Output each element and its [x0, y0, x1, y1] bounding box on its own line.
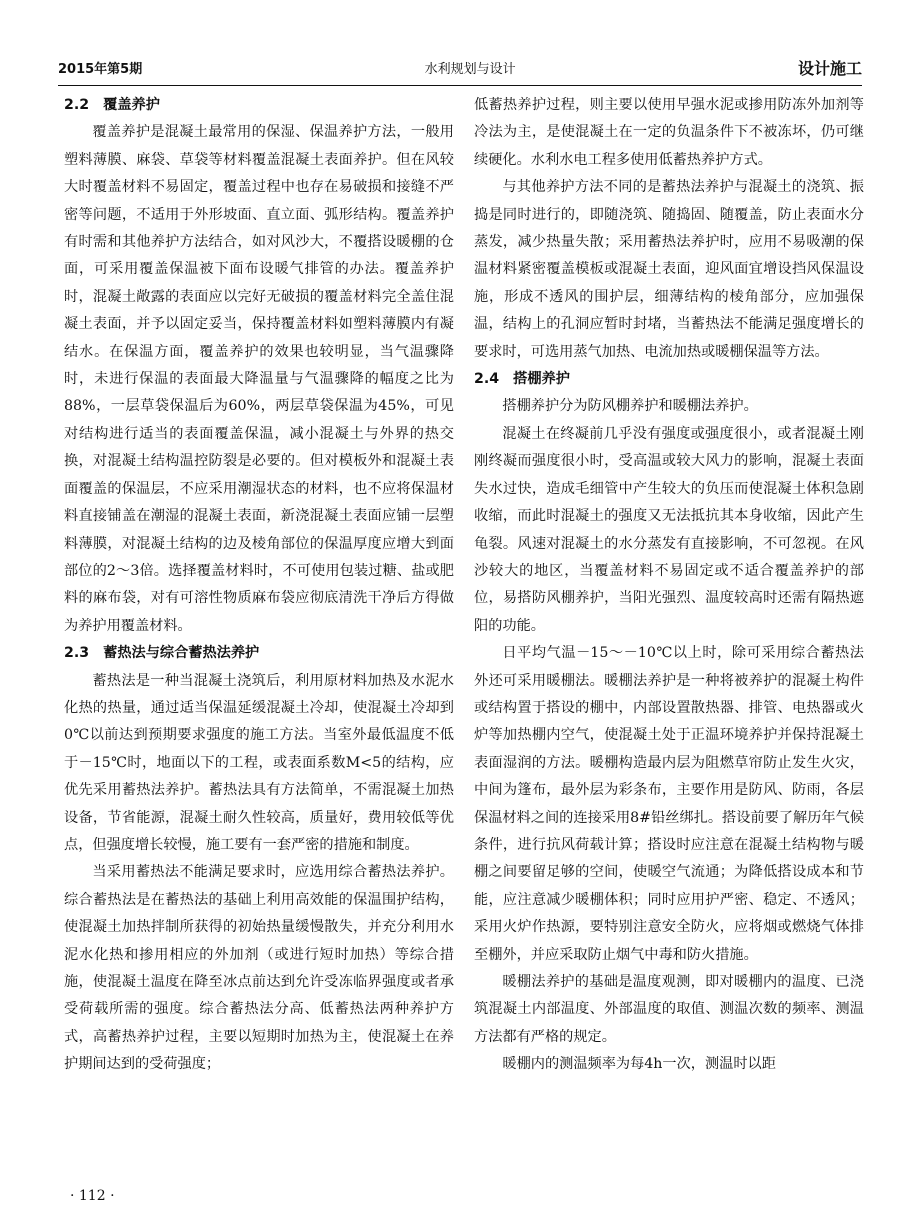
paragraph: 混凝土在终凝前几乎没有强度或强度很小，或者混凝土刚刚终凝而强度很小时，受高温或较大风力的影响，混凝土表面失水过快，造成毛细管中产生较大的负压而使混凝土体积急剧收缩，而此时混凝土的强度又无法抵抗其本身收缩，因此产生龟裂。风速对混凝土的水分蒸发有直接影响，不可忽视。在风沙较大的地区，当覆盖材料不易固定或不适合覆盖养护的部位，易搭防风棚养护，当阳光强烈、温度较高时还需有隔热遮阳的功能。 — [474, 425, 864, 634]
section-label: 设计施工 — [797, 58, 862, 78]
section-number: 2.3 — [64, 645, 90, 662]
journal-name: 水利规划与设计 — [424, 61, 516, 77]
left-column — [64, 92, 454, 1172]
section-title: 搭棚养护 — [513, 371, 570, 388]
paragraph: 暖棚内的测温频率为每4h一次，测温时以距 — [502, 1056, 776, 1073]
right-column — [474, 92, 864, 1172]
section-heading-2-3 — [64, 640, 454, 667]
page-number: · 112 · — [70, 1188, 115, 1204]
paragraph: 搭棚养护分为防风棚养护和暖棚法养护。 — [502, 398, 758, 415]
section-title: 蓄热法与综合蓄热法养护 — [103, 645, 260, 662]
paragraph: 与其他养护方法不同的是蓄热法养护与混凝土的浇筑、振捣是同时进行的，即随浇筑、随捣固、随覆盖，防止表面水分蒸发，减少热量失散；采用蓄热法养护时，应用不易吸潮的保温材料紧密覆盖模板或混凝土表面，迎风面宜增设挡风保温设施，形成不透风的围护层，细薄结构的棱角部分，应加强保温，结构上的孔洞应暂时封堵，当蓄热法不能满足强度增长的要求时，可选用蒸气加热、电流加热或暖棚保温等方法。 — [474, 179, 864, 360]
paragraph: 蓄热法是一种当混凝土浇筑后，利用原材料加热及水泥水化热的热量，通过适当保温延缓混凝土冷却，使混凝土冷却到0℃以前达到预期要求强度的施工方法。当室外最低温度不低于－15℃时，地面以下的工程，或表面系数M<5的结构，应优先采用蓄热法养护。蓄热法具有方法简单，不需混凝土加热设备，节省能源，混凝土耐久性较高，质量好，费用较低等优点，但强度增长较慢，施工要有一套严密的措施和制度。 — [64, 672, 454, 853]
paragraph-continued: 低蓄热养护过程，则主要以使用早强水泥或掺用防冻外加剂等冷法为主，是使混凝土在一定的负温条件下不被冻坏，仍可继续硬化。水利水电工程多使用低蓄热养护方式。 — [474, 97, 864, 168]
paragraph: 暖棚法养护的基础是温度观测，即对暖棚内的温度、已浇筑混凝土内部温度、外部温度的取值、测温次数的频率、测温方法都有严格的规定。 — [474, 974, 864, 1045]
two-column-body — [64, 92, 864, 1172]
paragraph: 覆盖养护是混凝土最常用的保湿、保温养护方法，一般用塑料薄膜、麻袋、草袋等材料覆盖混凝土表面养护。但在风较大时覆盖材料不易固定，覆盖过程中也存在易破损和接缝不严密等问题，不适用于外形坡面、直立面、弧形结构。覆盖养护有时需和其他养护方法结合，如对风沙大，不覆搭设暖棚的仓面，可采用覆盖保温被下面布设暖气排管的办法。覆盖养护时，混凝土敞露的表面应以完好无破损的覆盖材料完全盖住混凝土表面，并予以固定妥当，保持覆盖材料如塑料薄膜内有凝结水。在保温方面，覆盖养护的效果也较明显，当气温骤降时，未进行保温的表面最大降温量与气温骤降的幅度之比为88%，一层草袋保温后为60%，两层草袋保温为45%，可见对结构进行适当的表面覆盖保温，减小混凝土与外界的热交换，对混凝土结构温控防裂是必要的。但对模板外和混凝土表面覆盖的保温层，不应采用潮湿状态的材料，也不应将保温材料直接铺盖在潮湿的混凝土表面，新浇混凝土表面应铺一层塑料薄膜，对混凝土结构的边及棱角部位的保温厚度应增大到面部位的2～3倍。选择覆盖材料时，不可使用包装过糖、盐或肥料的麻布袋，对有可溶性物质麻布袋应彻底清洗干净后方得做为养护用覆盖材料。 — [64, 124, 454, 634]
header-rule — [58, 85, 862, 86]
paragraph: 日平均气温－15～－10℃以上时，除可采用综合蓄热法外还可采用暖棚法。暖棚法养护是一种将被养护的混凝土构件或结构置于搭设的棚中，内部设置散热器、排管、电热器或火炉等加热棚内空气，使混凝土处于正温环境养护并保持混凝土表面湿润的方法。暖棚构造最内层为阻燃草帘防止发生火灾，中间为篷布，最外层为彩条布，主要作用是防风、防雨，各层保温材料之间的连接采用8#铅丝绑扎。搭设前要了解历年气候条件，进行抗风荷载计算；搭设时应注意在混凝土结构物与暖棚之间要留足够的空间，使暖空气流通；为降低搭设成本和节能，应注意减少暖棚体积；同时应用护严密、稳定、不透风；采用火炉作热源，要特别注意安全防火，应将烟或燃烧气体排至棚外，并应采取防止烟气中毒和防火措施。 — [474, 645, 864, 963]
section-heading-2-2 — [64, 92, 454, 119]
running-header — [58, 52, 862, 82]
section-number: 2.4 — [474, 371, 500, 388]
paragraph: 当采用蓄热法不能满足要求时，应选用综合蓄热法养护。综合蓄热法是在蓄热法的基础上利用高效能的保温围护结构，使混凝土加热拌制所获得的初始热量缓慢散失，并充分利用水泥水化热和掺用相应的外加剂（或进行短时加热）等综合措施，使混凝土温度在降至冰点前达到允许受冻临界强度或者承受荷载所需的强度。综合蓄热法分高、低蓄热法两种养护方式，高蓄热养护过程，主要以短期时加热为主，使混凝土在养护期间达到的受荷强度； — [64, 864, 454, 1073]
section-title: 覆盖养护 — [103, 97, 160, 113]
section-heading-2-4 — [474, 366, 864, 393]
section-number: 2.2 — [64, 97, 90, 113]
issue-label: 2015年第5期 — [58, 61, 143, 77]
